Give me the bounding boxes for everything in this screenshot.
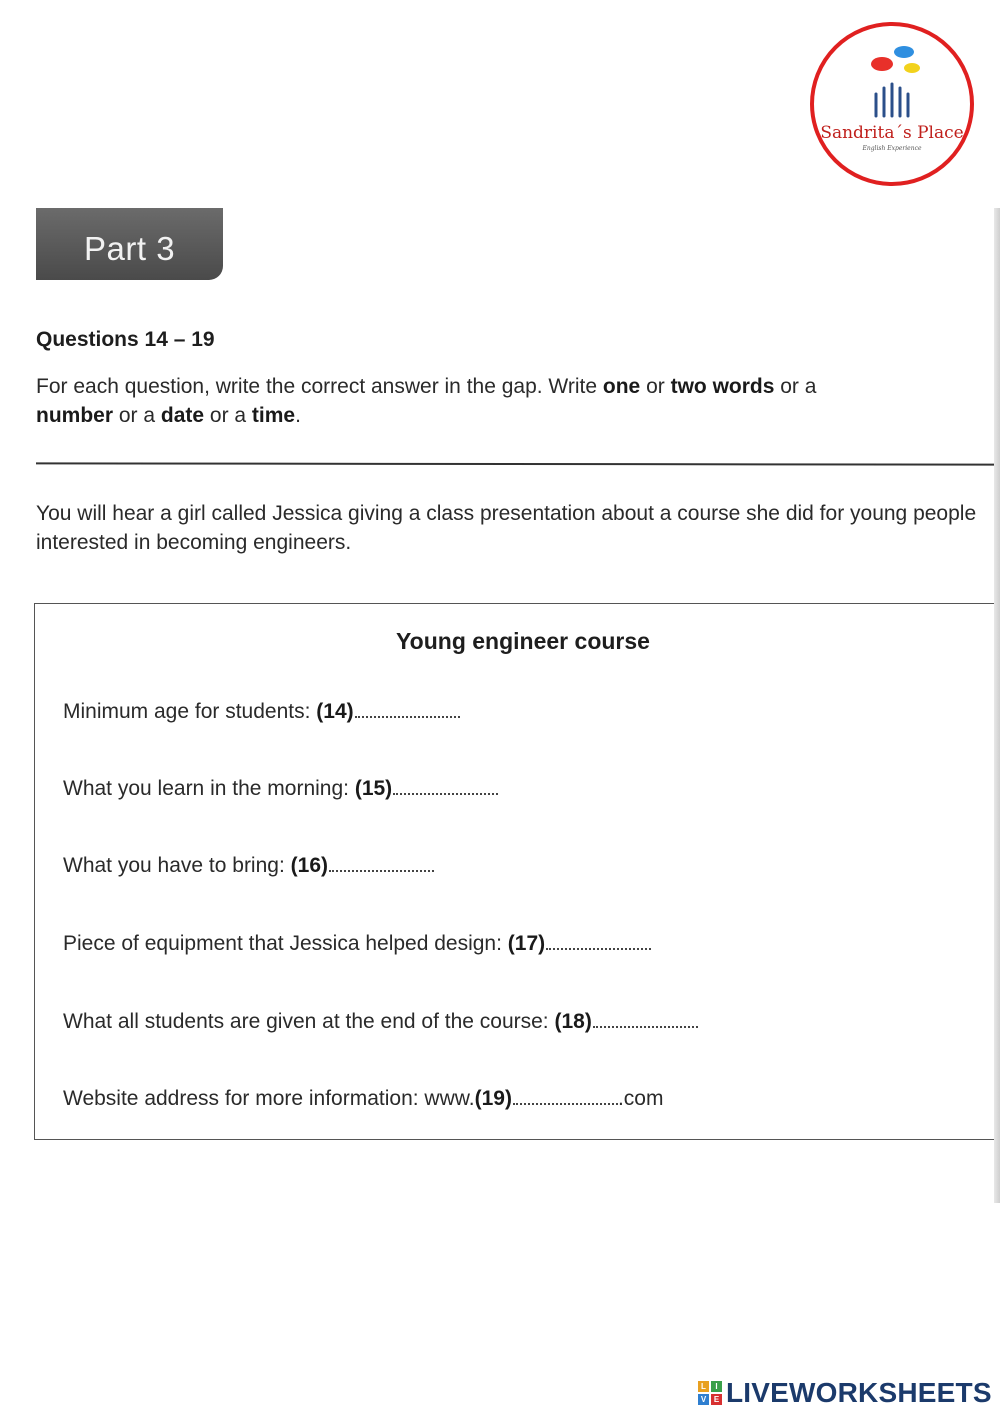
question-17: Piece of equipment that Jessica helped design: (17) bbox=[63, 932, 651, 956]
question-number: (15) bbox=[354, 777, 393, 800]
liveworksheets-logo bbox=[698, 1378, 992, 1408]
question-number: (18) bbox=[554, 1010, 592, 1033]
part-label: Part 3 bbox=[36, 208, 223, 280]
course-box bbox=[34, 603, 994, 1140]
question-number: (19) bbox=[474, 1087, 512, 1110]
question-19: Website address for more information: www.(19) .com bbox=[63, 1087, 664, 1110]
question-number: (17) bbox=[507, 932, 546, 955]
course-box-title: Young engineer course bbox=[396, 628, 650, 654]
answer-gap-19[interactable] bbox=[513, 1101, 618, 1105]
questions-title: Questions 14 – 19 bbox=[36, 328, 215, 351]
sandritas-place-logo bbox=[808, 20, 976, 188]
question-number: (14) bbox=[316, 700, 354, 723]
logo-tagline: English Experience bbox=[862, 145, 922, 152]
context-text: You will hear a girl called Jessica giving a class presentation about a course she did for young people interested in becoming engineers. bbox=[36, 502, 977, 554]
liveworksheets-brand: LIVEWORKSHEETS bbox=[726, 1377, 992, 1408]
speech-bubble-red-icon bbox=[871, 57, 893, 71]
divider bbox=[36, 462, 994, 465]
question-14: Minimum age for students: (14) bbox=[63, 700, 460, 724]
answer-gap-18[interactable] bbox=[593, 1024, 698, 1028]
speech-bubble-yellow-icon bbox=[904, 63, 920, 73]
answer-gap-17[interactable] bbox=[546, 946, 651, 950]
question-18: What all students are given at the end of the course: (18) bbox=[63, 1010, 698, 1034]
answer-gap-16[interactable] bbox=[329, 868, 434, 872]
answer-gap-14[interactable] bbox=[355, 714, 460, 718]
speech-bubble-blue-icon bbox=[894, 46, 914, 58]
instructions: For each question, write the correct answer in the gap. Write one or two words or a number or a date or a time. bbox=[36, 375, 817, 427]
scan-edge bbox=[994, 208, 1000, 1203]
answer-gap-15[interactable] bbox=[393, 791, 498, 795]
logo-name: Sandrita´s Place bbox=[820, 123, 964, 143]
question-number: (16) bbox=[290, 854, 328, 877]
liveworksheets-blocks-icon: L I V E bbox=[698, 1381, 722, 1405]
question-15: What you learn in the morning: (15) bbox=[63, 777, 498, 801]
question-16: What you have to bring: (16) bbox=[63, 854, 434, 878]
